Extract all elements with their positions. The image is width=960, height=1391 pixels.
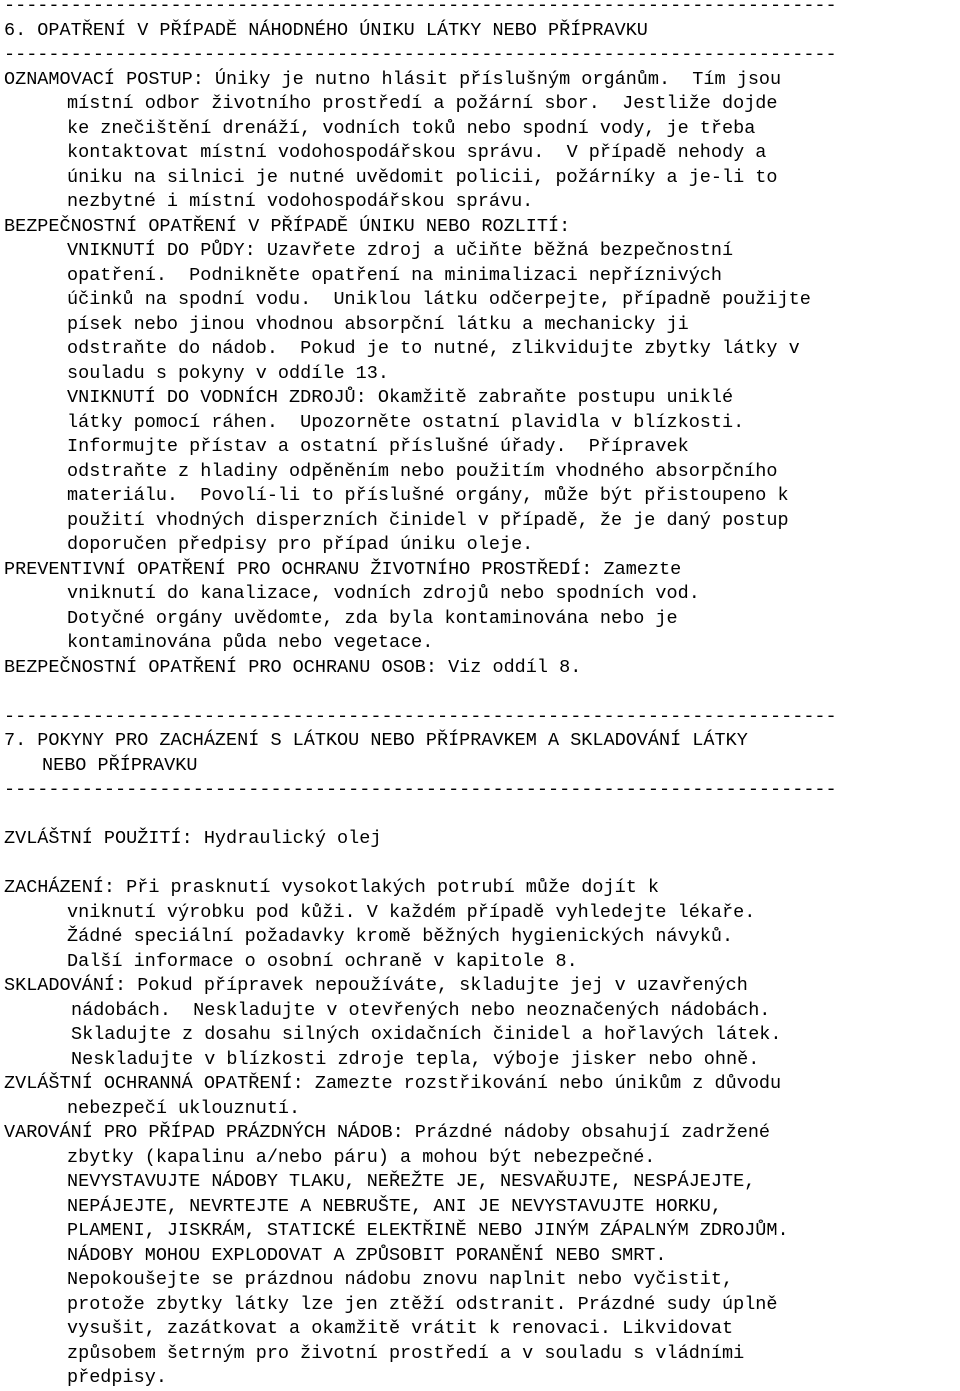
spacer [4,680,960,705]
special-use-line: ZVLÁŠTNÍ POUŽITÍ: Hydraulický olej [4,828,382,849]
section-6-title: 6. OPATŘENÍ V PŘÍPADĚ NÁHODNÉHO ÚNIKU LÁTKY NEBO PŘÍPRAVKU [4,19,648,41]
text-line: vysušit, zazátkovat a okamžitě vrátit k renovaci. Likvidovat [67,1318,734,1339]
text-line: ZACHÁZENÍ: Při prasknutí vysokotlakých potrubí může dojít k [4,877,660,898]
text-line: OZNAMOVACÍ POSTUP: Úniky je nutno hlásit příslušným orgánům. Tím jsou [4,68,782,90]
section-7-title: 7. POKYNY PRO ZACHÁZENÍ S LÁTKOU NEBO PŘÍPRAVKEM A SKLADOVÁNÍ LÁTKY [4,730,748,751]
text-line: materiálu. Povolí-li to příslušné orgány, může být přistoupeno k [67,485,789,506]
text-line: opatření. Podnikněte opatření na minimalizaci nepříznivých [67,264,723,286]
text-line: NEVYSTAVUJTE NÁDOBY TLAKU, NEŘEŽTE JE, NESVAŘUJTE, NESPÁJEJTE, [67,1171,756,1192]
text-line: místní odbor životního prostředí a požární sbor. Jestliže dojde [67,93,778,114]
text-line: NÁDOBY MOHOU EXPLODOVAT A ZPŮSOBIT PORANĚNÍ NEBO SMRT. [67,1244,667,1266]
spacer [4,803,960,828]
text-line: Nepokoušejte se prázdnou nádobu znovu naplnit nebo vyčistit, [67,1269,734,1290]
text-line: Žádné speciální požadavky kromě běžných hygienických návyků. [67,926,734,947]
text-line: souladu s pokyny v oddíle 13. [67,362,389,384]
separator-rule: --------------------------------------------------------------------------- [4,44,837,65]
text-line: způsobem šetrným pro životní prostředí a v souladu s vládními [67,1342,745,1364]
text-line: VNIKNUTÍ DO VODNÍCH ZDROJŮ: Okamžitě zabraňte postupu uniklé [67,387,734,408]
text-line: NEPÁJEJTE, NEVRTEJTE A NEBRUŠTE, ANI JE NEVYSTAVUJTE HORKU, [67,1195,723,1217]
document-page [4,0,960,1391]
text-line: písek nebo jinou vhodnou absorpční látku a mechanicky ji [67,313,689,335]
text-line: Neskladujte v blízkosti zdroje tepla, výboje jisker nebo ohně. [71,1048,760,1070]
text-line: zbytky (kapalinu a/nebo páru) a mohou být nebezpečné. [67,1146,656,1168]
text-line: protože zbytky látky lze jen ztěží odstranit. Prázdné sudy úplně [67,1293,778,1315]
text-line: PLAMENI, JISKRÁM, STATICKÉ ELEKTŘINĚ NEBO JINÝM ZÁPALNÝM ZDROJŮM. [67,1220,789,1241]
text-line: SKLADOVÁNÍ: Pokud přípravek nepoužíváte, skladujte jej v uzavřených [4,975,748,996]
text-line: nezbytné i místní vodohospodářskou správu. [67,191,534,212]
text-line: Skladujte z dosahu silných oxidačních činidel a hořlavých látek. [71,1024,782,1045]
text-line: odstraňte z hladiny odpěněním nebo použitím vhodného absorpčního [67,460,778,482]
text-line: odstraňte do nádob. Pokud je to nutné, zlikvidujte zbytky látky v [67,338,800,359]
text-line: Další informace o osobní ochraně v kapitole 8. [67,950,578,972]
text-line: látky pomocí ráhen. Upozorněte ostatní plavidla v blízkosti. [67,411,745,433]
text-line: Informujte přístav a ostatní příslušné úřady. Přípravek [67,436,689,457]
text-line: ZVLÁŠTNÍ OCHRANNÁ OPATŘENÍ: Zamezte rozstřikování nebo únikům z důvodu [4,1073,782,1094]
text-line: nádobách. Neskladujte v otevřených nebo neoznačených nádobách. [71,999,771,1021]
separator-rule: --------------------------------------------------------------------------- [4,0,837,16]
text-line: doporučen předpisy pro případ úniku oleje. [67,534,534,555]
text-line: ke znečištění drenáží, vodních toků nebo spodní vody, je třeba [67,117,756,139]
text-line: Dotyčné orgány uvědomte, zda byla kontaminována nebo je [67,607,678,629]
text-line: kontaktovat místní vodohospodářskou správu. V případě nehody a [67,142,767,163]
text-line: VAROVÁNÍ PRO PŘÍPAD PRÁZDNÝCH NÁDOB: Prázdné nádoby obsahují zadržené [4,1122,771,1143]
text-line: PREVENTIVNÍ OPATŘENÍ PRO OCHRANU ŽIVOTNÍHO PROSTŘEDÍ: Zamezte [4,558,682,580]
text-line: účinků na spodní vodu. Uniklou látku odčerpejte, případně použijte [67,289,811,310]
text-line: BEZPEČNOSTNÍ OPATŘENÍ V PŘÍPADĚ ÚNIKU NEBO ROZLITÍ: [4,215,571,237]
text-line: použití vhodných disperzních činidel v případě, že je daný postup [67,509,789,531]
text-line: vniknutí výrobku pod kůži. V každém případě vyhledejte lékaře. [67,901,756,923]
text-line: BEZPEČNOSTNÍ OPATŘENÍ PRO OCHRANU OSOB: Viz oddíl 8. [4,656,582,678]
separator-rule: --------------------------------------------------------------------------- [4,779,837,800]
text-line: úniku na silnici je nutné uvědomit policii, požárníky a je-li to [67,166,778,188]
text-line: předpisy. [67,1367,167,1388]
section-7-title-continued: NEBO PŘÍPRAVKU [42,754,198,776]
text-line: vniknutí do kanalizace, vodních zdrojů nebo spodních vod. [67,583,700,604]
separator-rule: --------------------------------------------------------------------------- [4,705,837,727]
text-line: kontaminována půda nebo vegetace. [67,632,434,653]
text-line: VNIKNUTÍ DO PŮDY: Uzavřete zdroj a učiňte běžná bezpečnostní [67,240,734,261]
text-line: nebezpečí uklouznutí. [67,1097,301,1119]
spacer [4,852,960,877]
